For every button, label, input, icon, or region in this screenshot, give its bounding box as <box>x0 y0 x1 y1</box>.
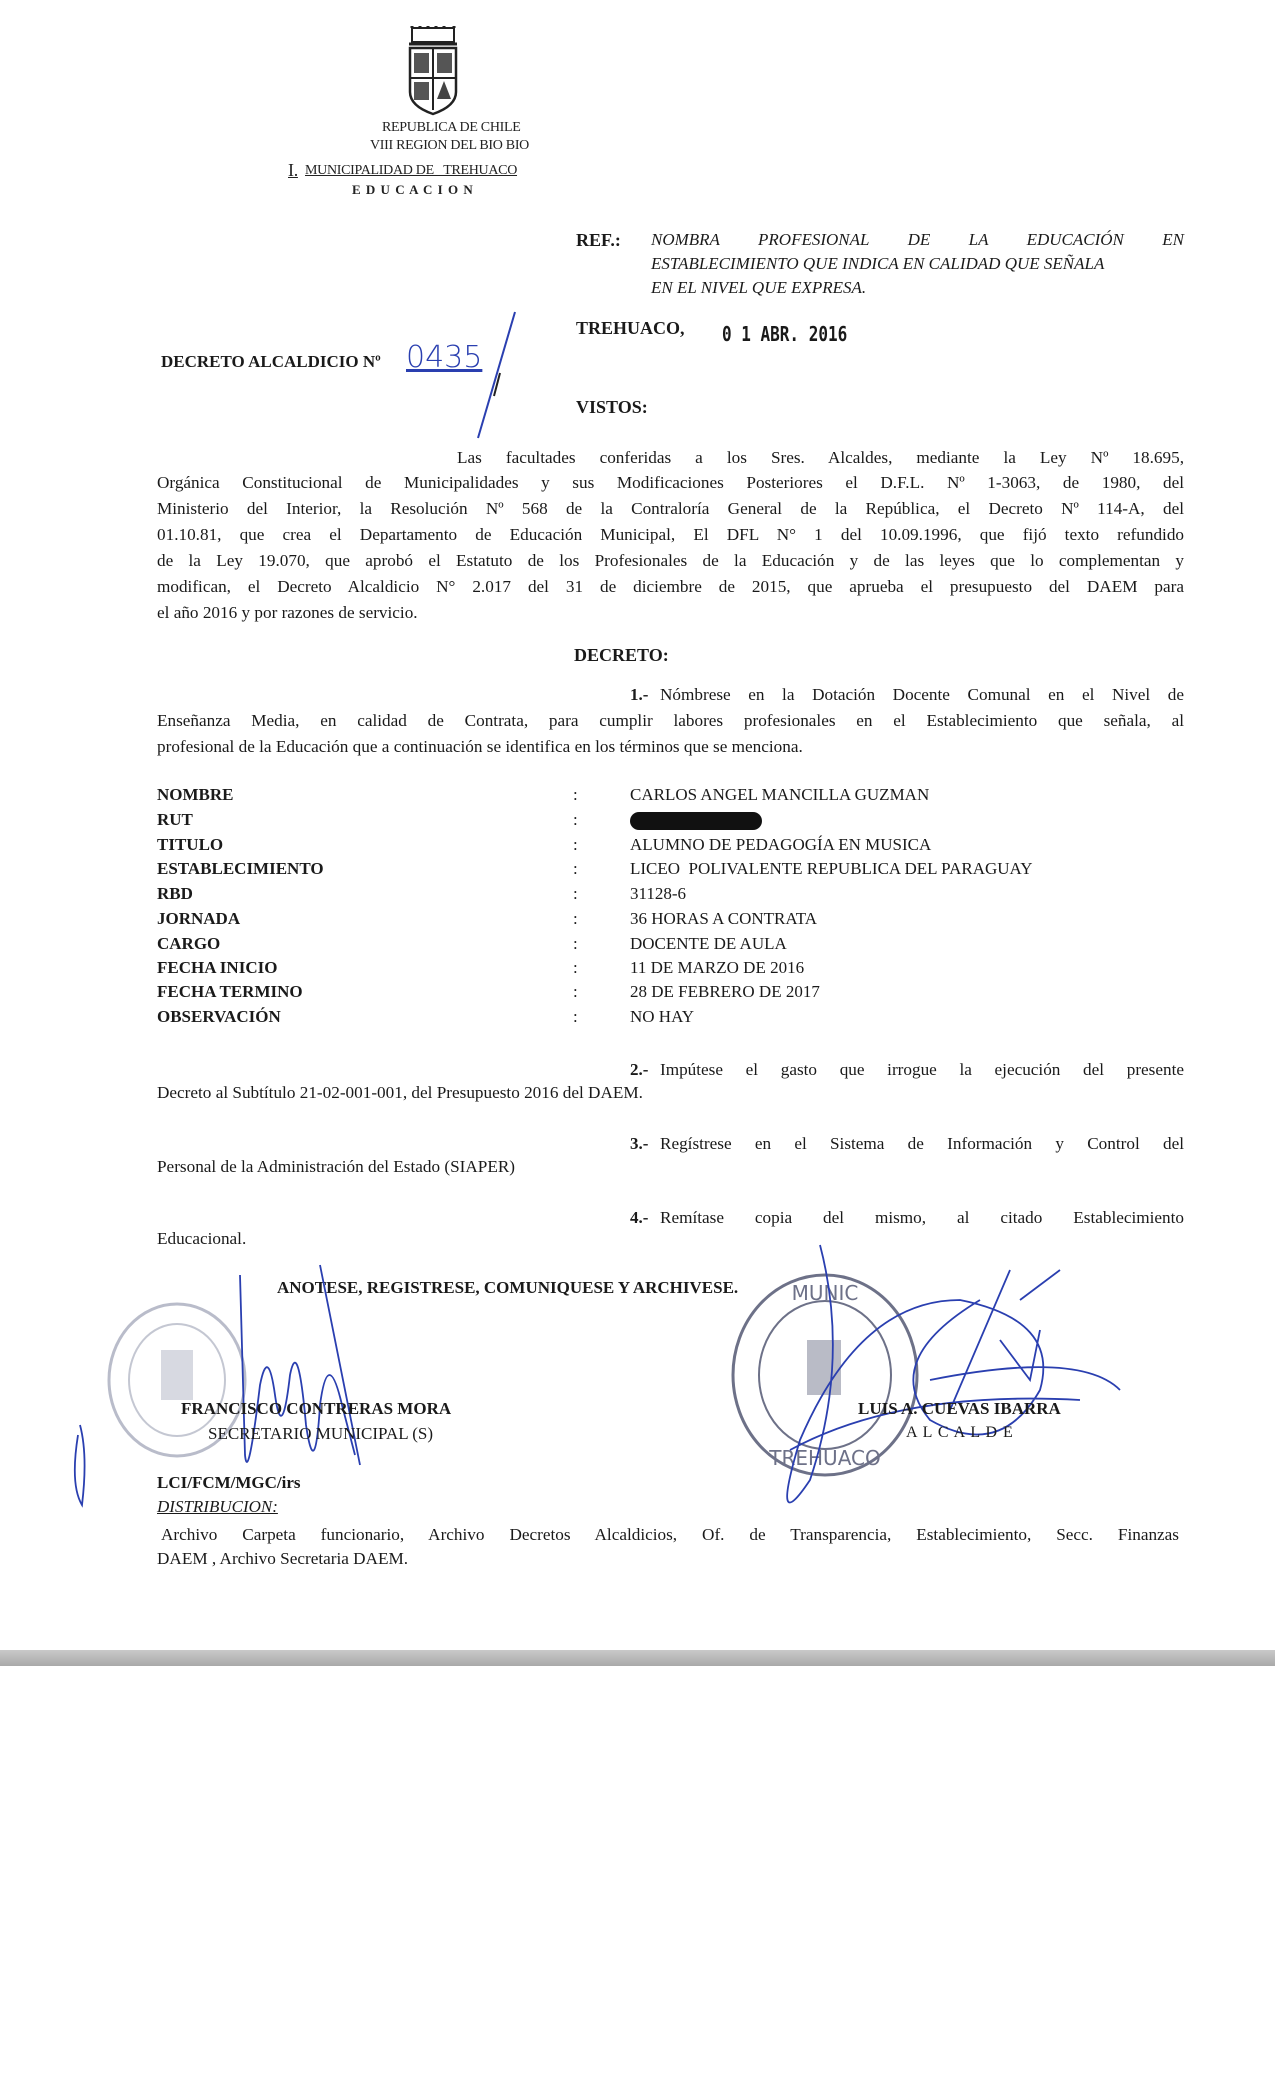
field-colon: : <box>573 958 578 977</box>
ref-line: EN EL NIVEL QUE EXPRESA. <box>651 278 867 297</box>
field-value: 11 DE MARZO DE 2016 <box>630 958 805 977</box>
field-value: DOCENTE DE AULA <box>630 934 787 953</box>
distribution-title: DISTRIBUCION: <box>157 1497 278 1516</box>
mayor-name: LUIS A. CUEVAS IBARRA <box>858 1399 1061 1418</box>
field-value: 28 DE FEBRERO DE 2017 <box>630 982 820 1001</box>
decreto-title: DECRETO: <box>574 645 669 665</box>
field-label: FECHA TERMINO <box>157 982 303 1001</box>
distribution-line: Archivo Carpeta funcionario, Archivo Decretos Alcaldicios, Of. de Transparencia, Establecimiento, Secc. Finanzas <box>161 1525 1179 1544</box>
municipal-crest-icon <box>404 26 462 116</box>
field-value: CARLOS ANGEL MANCILLA GUZMAN <box>630 785 930 804</box>
vistos-line: el año 2016 y por razones de servicio. <box>157 603 418 622</box>
field-value: NO HAY <box>630 1007 695 1026</box>
point-3-number: 3.- <box>630 1134 649 1153</box>
point-2-number: 2.- <box>630 1060 649 1079</box>
decree-number-slash <box>470 310 520 440</box>
field-label: NOMBRE <box>157 785 234 804</box>
vistos-line: 01.10.81, que crea el Departamento de Educación Municipal, El DFL N° 1 del 10.09.1996, que fijó texto refundido <box>157 525 1184 544</box>
field-colon: : <box>573 859 578 878</box>
ref-line: ESTABLECIMIENTO QUE INDICA EN CALIDAD QUE SEÑALA <box>651 254 1105 273</box>
svg-text:MUNIC: MUNIC <box>791 1281 859 1305</box>
field-label: TITULO <box>157 835 224 854</box>
field-label: CARGO <box>157 934 221 953</box>
header-country: REPUBLICA DE CHILE <box>382 120 521 135</box>
field-label: JORNADA <box>157 909 241 928</box>
header-region: VIII REGION DEL BIO BIO <box>370 138 529 153</box>
vistos-line: modifican, el Decreto Alcaldicio N° 2.017 del 31 de diciembre de 2015, que aprueba el presupuesto del DAEM para <box>157 577 1184 596</box>
point-2-line: Impútese el gasto que irrogue la ejecución del presente <box>660 1060 1184 1079</box>
point-4-number: 4.- <box>630 1208 649 1227</box>
header-prefix: I. <box>288 160 298 180</box>
field-colon: : <box>573 884 578 903</box>
field-colon: : <box>573 835 578 854</box>
header-municipality: MUNICIPALIDAD DE TREHUACO <box>305 163 518 178</box>
scan-edge-band <box>0 1650 1275 1666</box>
point-4-line: Educacional. <box>157 1229 247 1248</box>
field-value: 31128-6 <box>630 884 687 903</box>
header-department: E D U C A C I O N <box>352 182 474 197</box>
svg-text:TREHUACO: TREHUACO <box>769 1446 881 1470</box>
place: TREHUACO, <box>576 318 685 338</box>
field-label: OBSERVACIÓN <box>157 1007 281 1026</box>
field-label: RBD <box>157 884 193 903</box>
vistos-title: VISTOS: <box>576 397 648 417</box>
field-colon: : <box>573 1007 578 1026</box>
mayor-title: A L C A L D E <box>906 1424 1014 1441</box>
point-2-line: Decreto al Subtítulo 21-02-001-001, del Presupuesto 2016 del DAEM. <box>157 1083 643 1102</box>
decree-label: DECRETO ALCALDICIO Nº <box>161 352 381 371</box>
vistos-line: de la Ley 19.070, que aprobó el Estatuto de los Profesionales de la Educación y de las leyes que lo complementan y <box>157 551 1184 570</box>
decree-number: 0435 <box>406 340 483 375</box>
vistos-line: Orgánica Constitucional de Municipalidades y sus Modificaciones Posteriores el D.F.L. Nº 1-3063, de 1980, del <box>157 473 1184 492</box>
field-colon: : <box>573 909 578 928</box>
field-colon: : <box>573 810 578 829</box>
field-value: ALUMNO DE PEDAGOGÍA EN MUSICA <box>630 835 932 854</box>
initials: LCI/FCM/MGC/irs <box>157 1473 301 1492</box>
point-4-line: Remítase copia del mismo, al citado Establecimiento <box>660 1208 1184 1227</box>
point-1-number: 1.- <box>630 685 649 704</box>
point-1-line: Enseñanza Media, en calidad de Contrata, para cumplir labores profesionales en el Establecimiento que señala, al <box>157 711 1184 730</box>
rut-redaction <box>630 812 762 830</box>
mayor-signature <box>700 1240 1180 1540</box>
point-3-line: Personal de la Administración del Estado (SIAPER) <box>157 1157 516 1176</box>
vistos-line: Las facultades conferidas a los Sres. Alcaldes, mediante la Ley Nº 18.695, <box>457 448 1184 467</box>
date-stamp: 0 1 ABR. 2016 <box>722 322 848 346</box>
field-colon: : <box>573 785 578 804</box>
secretary-title: SECRETARIO MUNICIPAL (S) <box>208 1424 434 1443</box>
field-label: ESTABLECIMIENTO <box>157 859 324 878</box>
point-1-line: profesional de la Educación que a continuación se identifica en los términos que se menciona. <box>157 737 803 756</box>
point-1-line: Nómbrese en la Dotación Docente Comunal en el Nivel de <box>660 685 1184 704</box>
secretary-name: FRANCISCO CONTRERAS MORA <box>181 1399 452 1418</box>
vistos-line: Ministerio del Interior, la Resolución Nº 568 de la Contraloría General de la República, el Decreto Nº 114-A, del <box>157 499 1184 518</box>
field-colon: : <box>573 934 578 953</box>
ref-label: REF.: <box>576 230 621 250</box>
field-label: RUT <box>157 810 193 829</box>
field-value: LICEO POLIVALENTE REPUBLICA DEL PARAGUAY <box>630 859 1033 878</box>
closing-formula: ANOTESE, REGISTRESE, COMUNIQUESE Y ARCHIVESE. <box>277 1278 739 1297</box>
field-label: FECHA INICIO <box>157 958 278 977</box>
field-colon: : <box>573 982 578 1001</box>
ref-line: NOMBRA PROFESIONAL DE LA EDUCACIÓN EN <box>651 230 1184 249</box>
distribution-line: DAEM , Archivo Secretaria DAEM. <box>157 1549 409 1568</box>
point-3-line: Regístrese en el Sistema de Información y Control del <box>660 1134 1184 1153</box>
field-value: 36 HORAS A CONTRATA <box>630 909 818 928</box>
